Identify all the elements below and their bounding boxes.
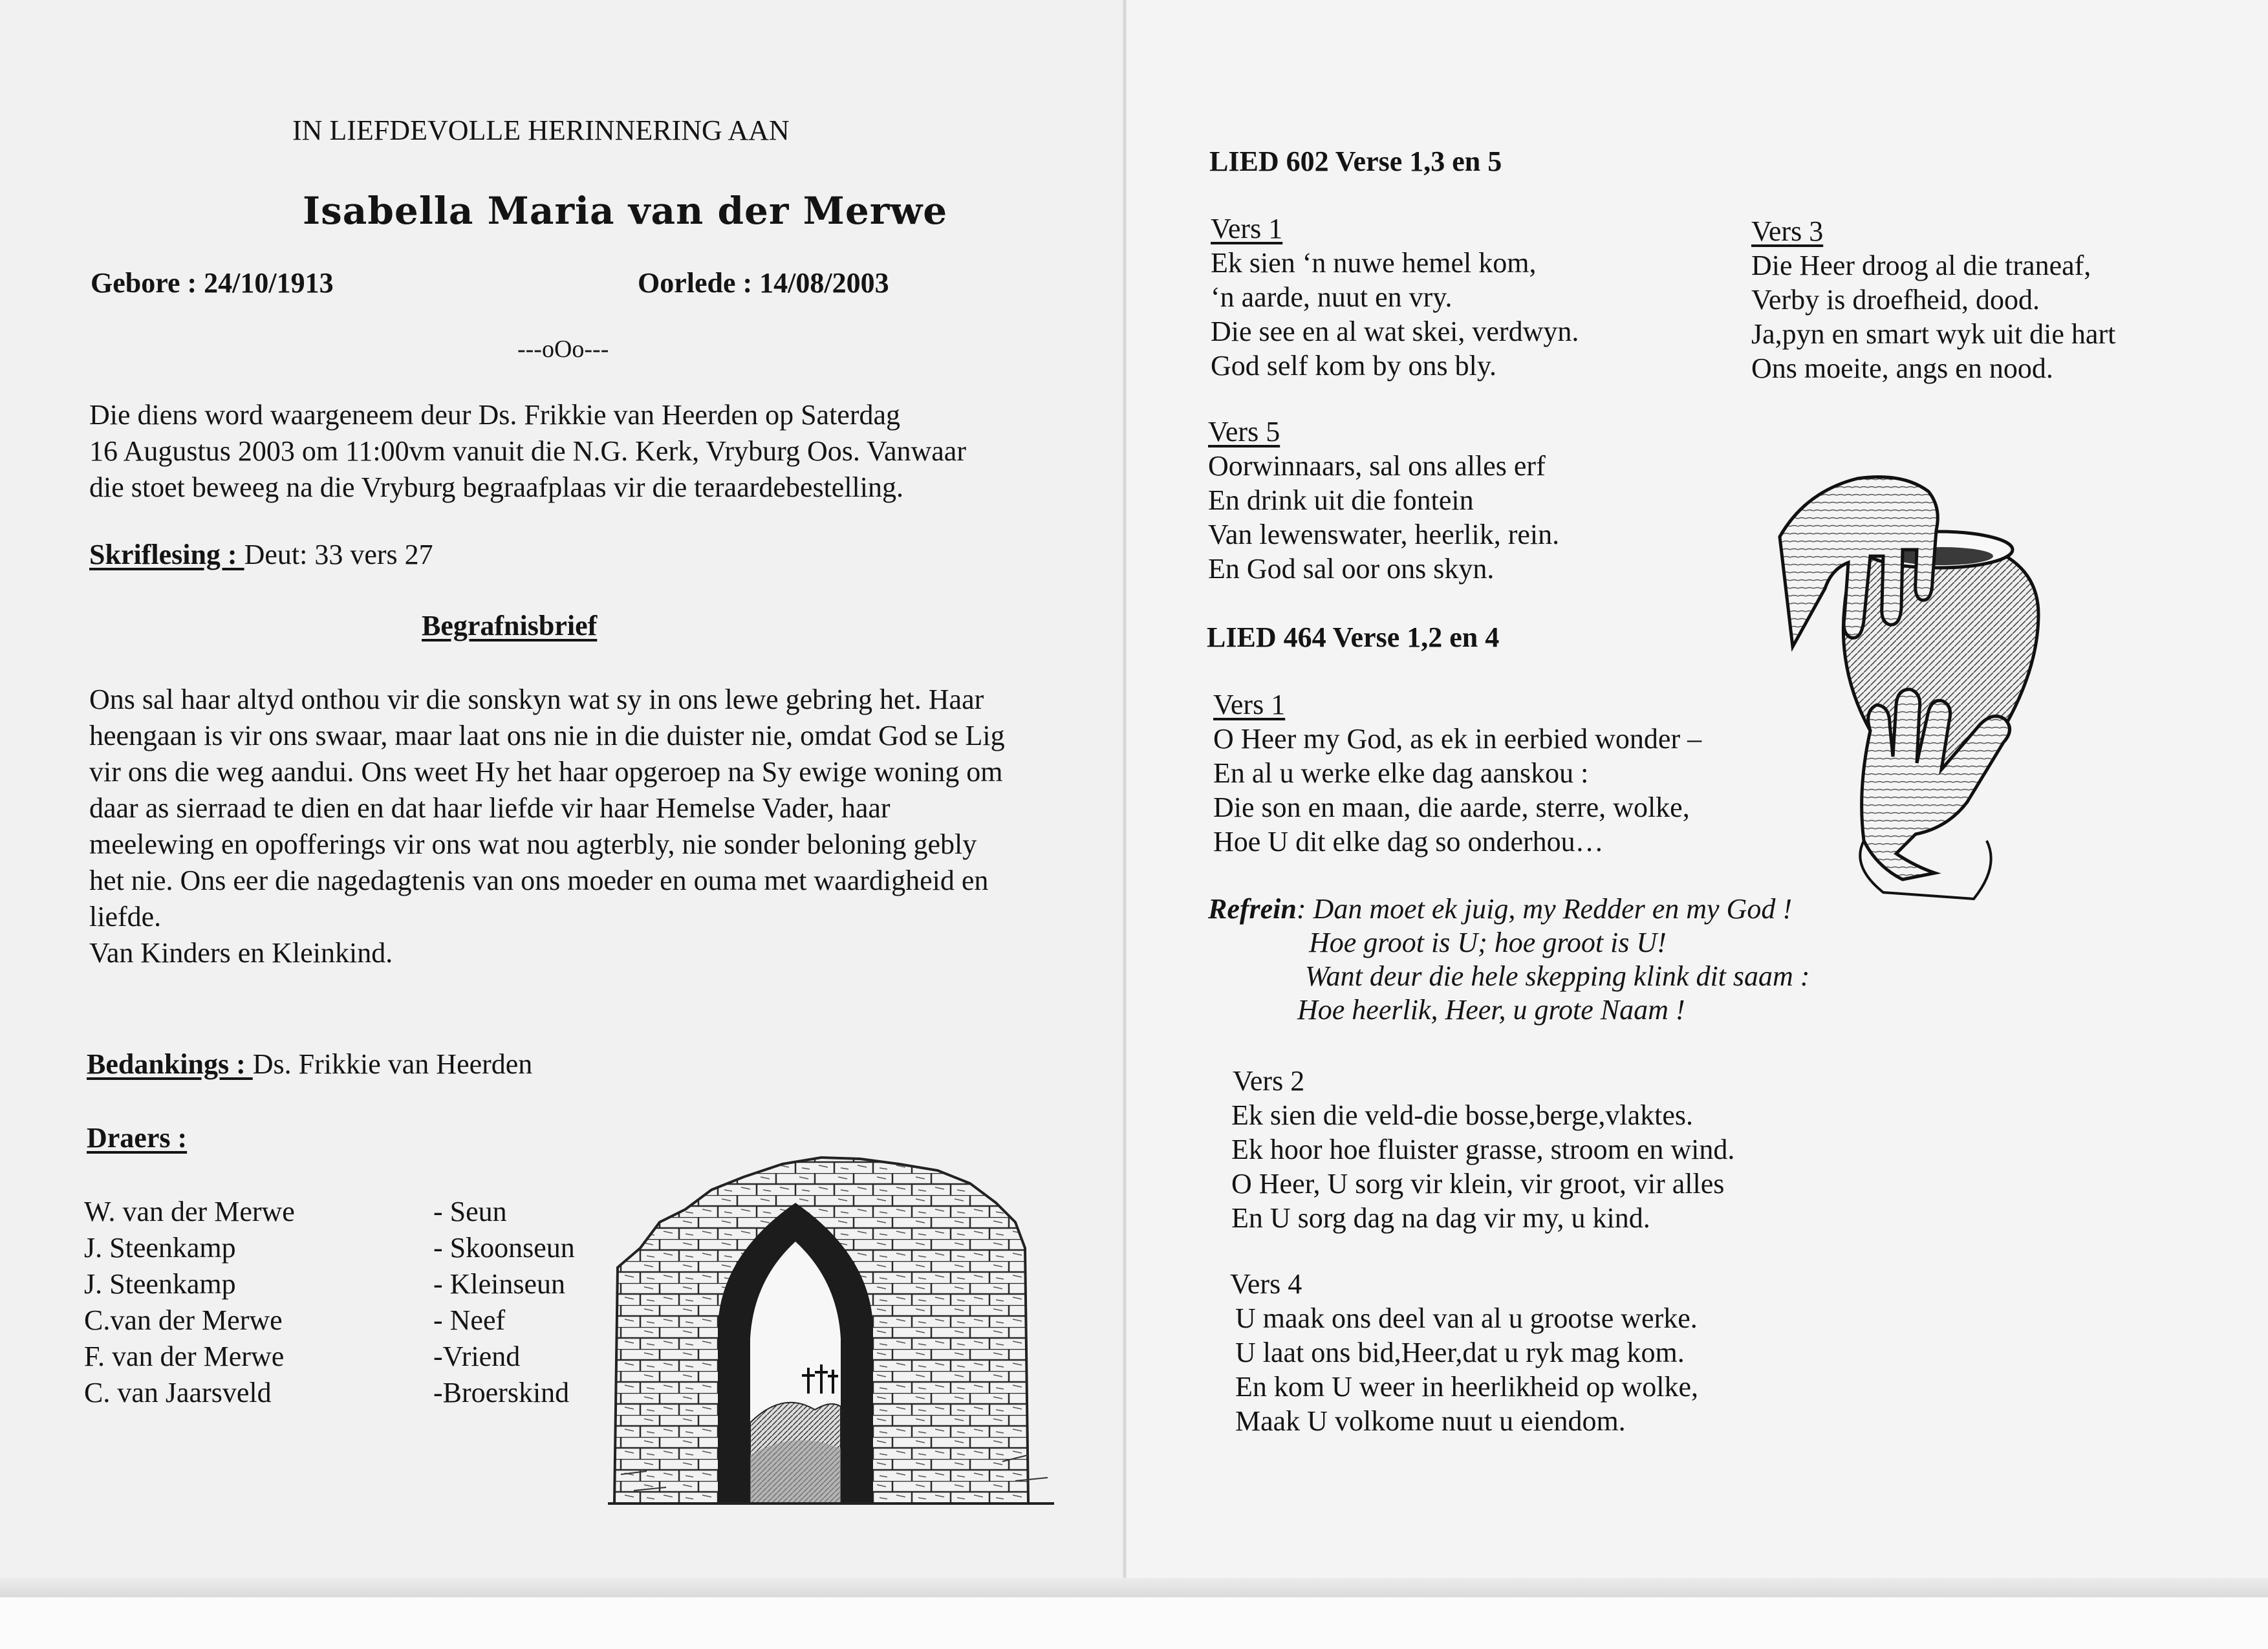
- bearer-name: F. van der Merwe: [84, 1341, 285, 1372]
- bearer-name: W. van der Merwe: [84, 1196, 295, 1227]
- bearer-name: C.van der Merwe: [84, 1304, 283, 1336]
- refrain-label: Refrein: [1208, 893, 1297, 925]
- bearer-name: J. Steenkamp: [84, 1232, 236, 1264]
- thanks-value: Ds. Frikkie van Heerden: [252, 1048, 533, 1080]
- bearer-relation: - Seun: [433, 1196, 507, 1227]
- bearers-relations: [433, 1194, 575, 1411]
- bearer-relation: -Broerskind: [433, 1377, 570, 1408]
- bearers-names: [84, 1194, 295, 1411]
- hands-pot-illustration: [1767, 453, 2116, 905]
- bearer-relation: - Skoonseun: [433, 1232, 575, 1264]
- verse-line: Die see en al wat skei, verdwyn.: [1211, 316, 1579, 347]
- song2-verse2: [1231, 1098, 1734, 1235]
- song2-title: LIED 464 Verse 1,2 en 4: [1207, 621, 1500, 653]
- verse-line: O Heer, U sorg vir klein, vir groot, vir alles: [1231, 1168, 1725, 1200]
- service-line: 16 Augustus 2003 om 11:00vm vanuit die N.G. Kerk, Vryburg Oos. Vanwaar: [89, 435, 966, 467]
- letter-title: Begrafnisbrief: [422, 610, 598, 641]
- scripture-row: [89, 537, 433, 573]
- song1-verse1-label: Vers 1: [1211, 213, 1283, 244]
- birth-date: Gebore : 24/10/1913: [91, 267, 334, 299]
- deceased-name: Isabella Maria van der Merwe: [303, 189, 948, 233]
- verse-line: U laat ons bid,Heer,dat u ryk mag kom.: [1235, 1337, 1685, 1368]
- song1-verse1: [1211, 246, 1579, 383]
- letter-paragraph: [89, 682, 1005, 971]
- verse-line: En kom U weer in heerlikheid op wolke,: [1235, 1371, 1699, 1403]
- verse-line: O Heer my God, as ek in eerbied wonder –: [1213, 723, 1702, 755]
- song2-verse4-label: Vers 4: [1230, 1268, 1302, 1300]
- thanks-row: [87, 1046, 532, 1083]
- song1-verse3: [1751, 248, 2115, 385]
- letter-line: het nie. Ons eer die nagedagtenis van ons moeder en ouma met waardigheid en: [89, 865, 989, 896]
- refrain-first-line: [1208, 891, 1792, 927]
- divider-ornament: ---oOo---: [517, 336, 609, 363]
- service-line: Die diens word waargeneem deur Ds. Frikkie van Heerden op Saterdag: [89, 399, 900, 431]
- verse-line: Ons moeite, angs en nood.: [1751, 352, 2053, 384]
- verse-line: En drink uit die fontein: [1208, 484, 1474, 516]
- left-page: [0, 0, 1124, 1597]
- verse-line: Die son en maan, die aarde, sterre, wolke,: [1213, 792, 1690, 823]
- bearers-label: Draers :: [87, 1122, 188, 1154]
- verse-line: Oorwinnaars, sal ons alles erf: [1208, 450, 1546, 482]
- thanks-label: Bedankings :: [87, 1048, 253, 1080]
- bearer-name: J. Steenkamp: [84, 1268, 236, 1300]
- refrain-line: Want deur die hele skepping klink dit saam :: [1305, 960, 1810, 992]
- song1-verse5: [1208, 449, 1559, 586]
- song2-verse2-label: Vers 2: [1233, 1065, 1305, 1097]
- verse-line: Ja,pyn en smart wyk uit die hart: [1751, 318, 2116, 350]
- verse-line: U maak ons deel van al u grootse werke.: [1235, 1302, 1698, 1334]
- verse-line: En al u werke elke dag aanskou :: [1213, 757, 1589, 789]
- verse-line: Ek sien die veld-die bosse,berge,vlaktes.: [1231, 1099, 1693, 1131]
- refrain-line: Hoe groot is U; hoe groot is U!: [1309, 927, 1667, 958]
- paper-bottom-edge: [0, 1578, 2268, 1597]
- song1-title: LIED 602 Verse 1,3 en 5: [1209, 146, 1502, 177]
- verse-line: Ek sien ‘n nuwe hemel kom,: [1211, 247, 1537, 279]
- verse-line: Hoe U dit elke dag so onderhou…: [1213, 826, 1604, 857]
- letter-line: Van Kinders en Kleinkind.: [89, 937, 393, 969]
- verse-line: Van lewenswater, heerlik, rein.: [1208, 519, 1560, 550]
- service-line: die stoet beweeg na die Vryburg begraafplaas vir die teraardebestelling.: [89, 471, 904, 503]
- song2-verse1: [1213, 722, 1701, 859]
- letter-line: liefde.: [89, 901, 162, 932]
- verse-line: En U sorg dag na dag vir my, u kind.: [1231, 1202, 1650, 1234]
- bearer-relation: - Neef: [433, 1304, 506, 1336]
- stone-arch-illustration: [601, 1151, 1086, 1513]
- death-date: Oorlede : 14/08/2003: [638, 267, 889, 299]
- song2-verse1-label: Vers 1: [1213, 689, 1286, 720]
- refrain-line: Hoe heerlik, Heer, u grote Naam !: [1297, 994, 1685, 1026]
- song1-verse3-label: Vers 3: [1751, 215, 1824, 247]
- right-page: [1127, 0, 2268, 1597]
- verse-line: Maak U volkome nuut u eiendom.: [1235, 1405, 1626, 1437]
- song2-verse4: [1235, 1301, 1698, 1438]
- memorial-header: IN LIEFDEVOLLE HERINNERING AAN: [292, 114, 790, 146]
- song1-verse5-label: Vers 5: [1208, 416, 1280, 447]
- bearer-relation: -Vriend: [433, 1341, 521, 1372]
- service-paragraph: [89, 397, 966, 506]
- verse-line: Ek hoor hoe fluister grasse, stroom en wind.: [1231, 1134, 1735, 1165]
- letter-line: Ons sal haar altyd onthou vir die sonskyn wat sy in ons lewe gebring het. Haar: [89, 684, 984, 715]
- verse-line: En God sal oor ons skyn.: [1208, 553, 1495, 585]
- bearer-relation: - Kleinseun: [433, 1268, 566, 1300]
- verse-line: Die Heer droog al die traneaf,: [1751, 250, 2091, 281]
- scan-margin: [0, 1597, 2268, 1649]
- scripture-value: Deut: 33 vers 27: [244, 539, 433, 570]
- verse-line: Verby is droefheid, dood.: [1751, 284, 2040, 316]
- refrain-line: : Dan moet ek juig, my Redder en my God !: [1296, 893, 1792, 925]
- verse-line: ‘n aarde, nuut en vry.: [1211, 281, 1453, 313]
- verse-line: God self kom by ons bly.: [1211, 350, 1497, 382]
- letter-line: vir ons die weg aandui. Ons weet Hy het haar opgeroep na Sy ewige woning om: [89, 756, 1003, 788]
- letter-line: daar as sierraad te dien en dat haar liefde vir haar Hemelse Vader, haar: [89, 792, 891, 824]
- bearer-name: C. van Jaarsveld: [84, 1377, 272, 1408]
- letter-line: meelewing en opofferings vir ons wat nou agterbly, nie sonder beloning gebly: [89, 828, 977, 860]
- scripture-label: Skriflesing :: [89, 539, 244, 570]
- letter-line: heengaan is vir ons swaar, maar laat ons nie in die duister nie, omdat God se Lig: [89, 720, 1005, 751]
